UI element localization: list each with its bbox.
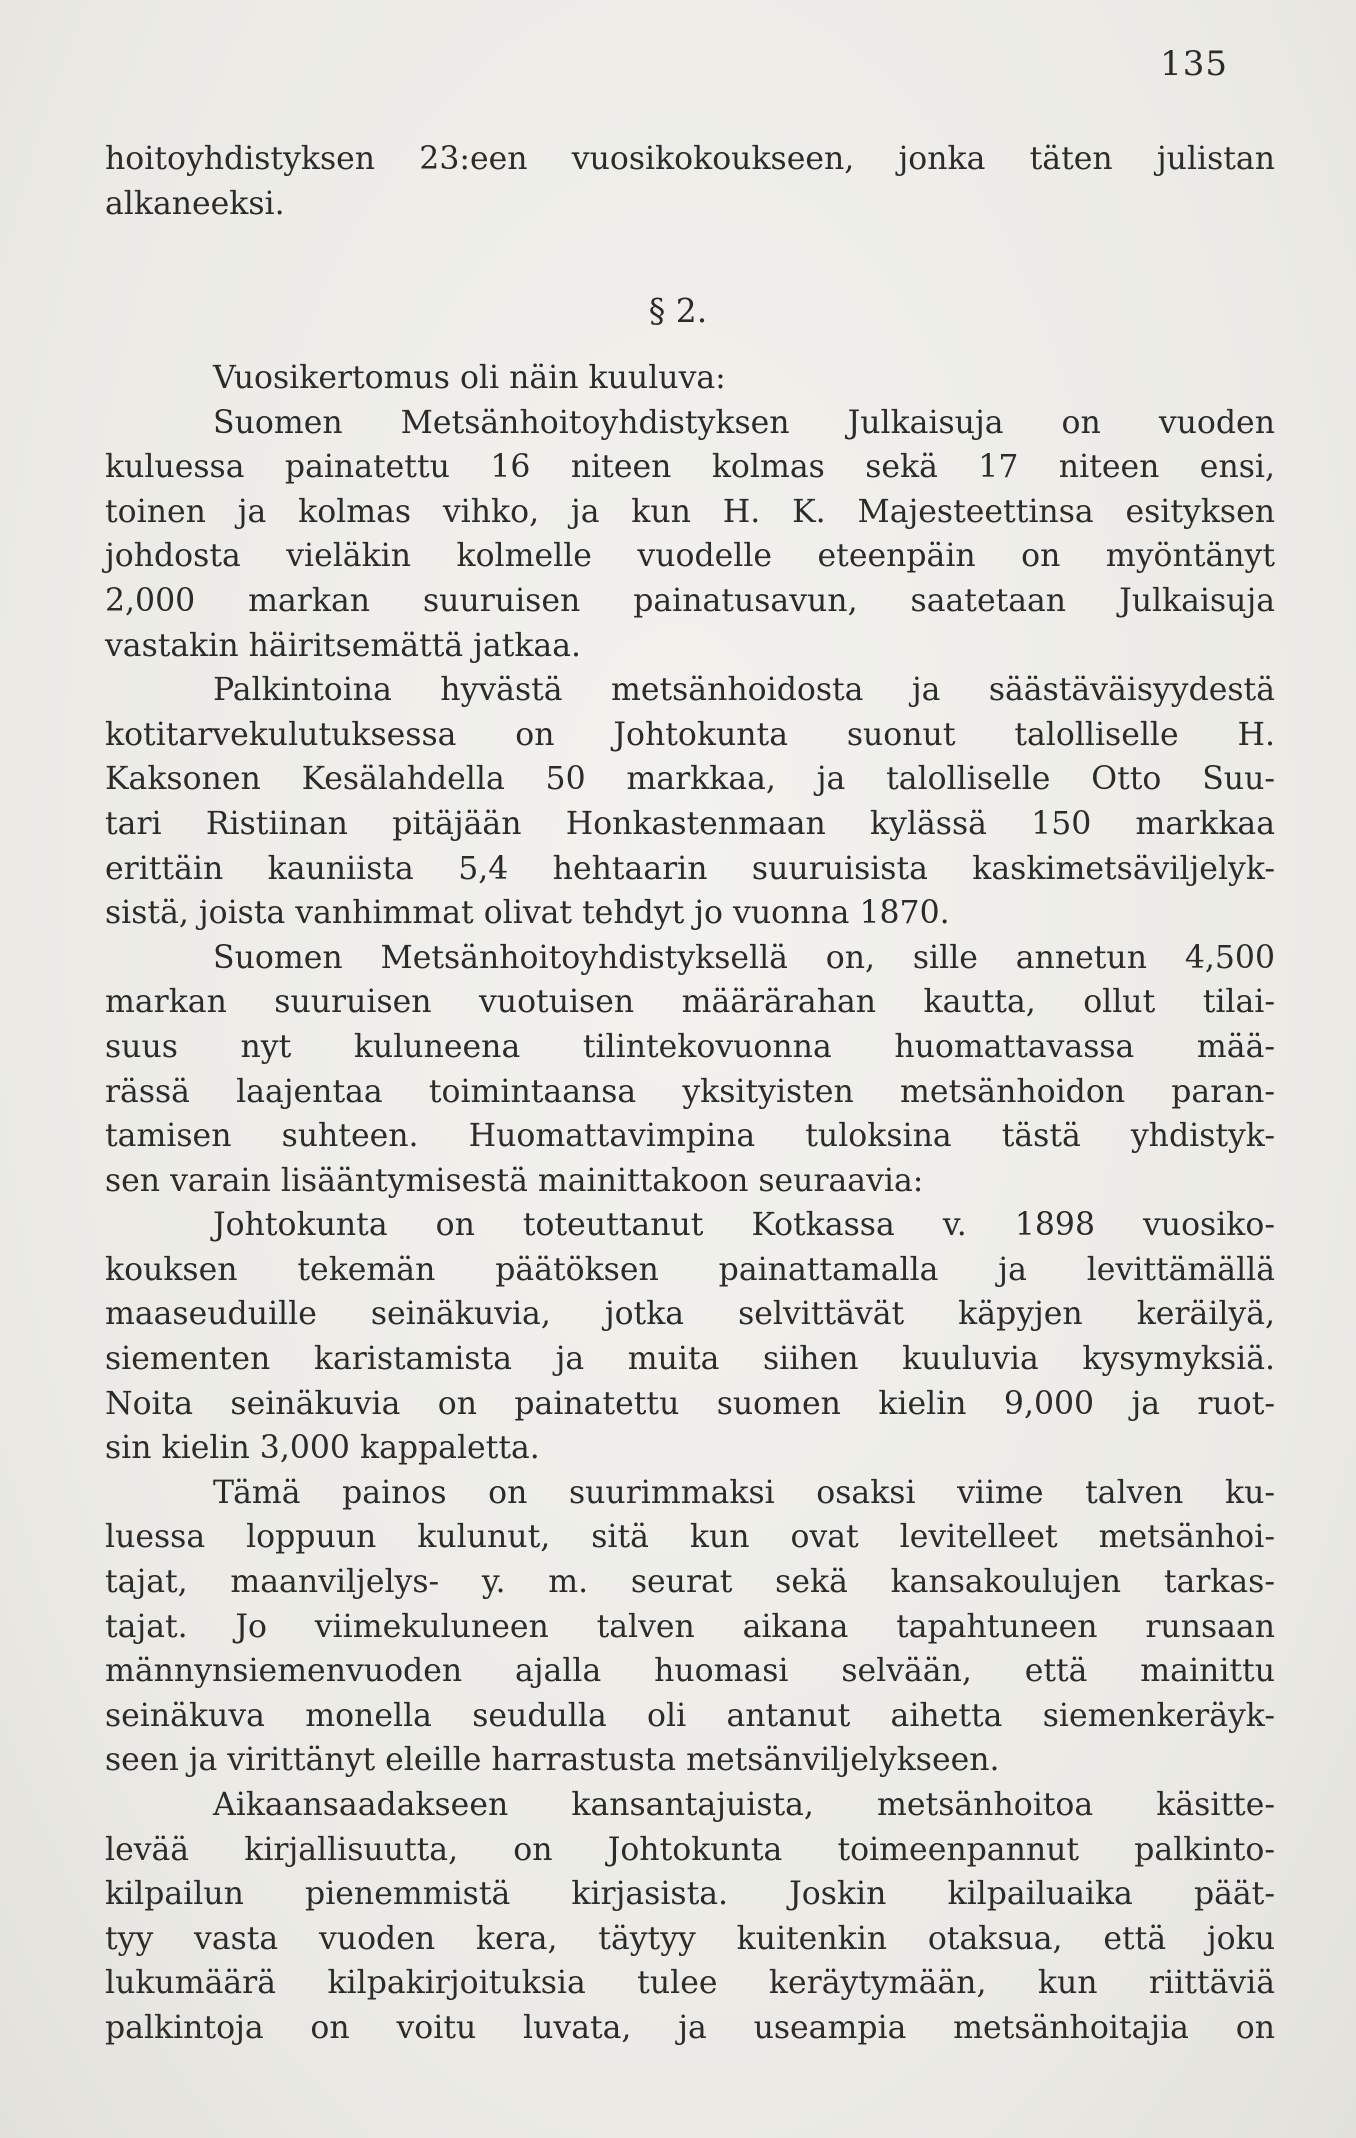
text-line: siementen karistamista ja muita siihen kuuluvia kysymyksiä.: [105, 1341, 1275, 1378]
text-line: suus nyt kuluneena tilintekovuonna huomattavassa mää-: [105, 1028, 1275, 1065]
text-line: Suomen Metsänhoitoyhdistyksen Julkaisuja on vuoden: [213, 404, 1275, 441]
text-line: tajat, maanviljelys- y. m. seurat sekä kansakoulujen tarkas-: [105, 1564, 1275, 1601]
text-line: seen ja virittänyt eleille harrastusta metsänviljelykseen.: [105, 1742, 1000, 1779]
paragraph-wall-pictures: [105, 1203, 1275, 1471]
text-line: tajat. Jo viimekuluneen talven aikana tapahtuneen runsaan: [105, 1608, 1275, 1645]
text-line: rässä laajentaa toimintaansa yksityisten metsänhoidon paran-: [105, 1073, 1275, 1110]
body-text: [105, 356, 1275, 2051]
text-line: tamisen suhteen. Huomattavimpina tuloksina tästä yhdistyk-: [105, 1118, 1275, 1155]
text-line: sen varain lisääntymisestä mainittakoon seuraavia:: [105, 1162, 924, 1199]
text-line: 2,000 markan suuruisen painatusavun, saatetaan Julkaisuja: [105, 582, 1275, 619]
text-line: sistä, joista vanhimmat olivat tehdyt jo vuonna 1870.: [105, 895, 950, 932]
text-line: maaseuduille seinäkuvia, jotka selvittävät käpyjen keräilyä,: [105, 1296, 1275, 1333]
text-line: Tämä painos on suurimmaksi osaksi viime talven ku-: [213, 1474, 1275, 1511]
text-line: seinäkuva monella seudulla oli antanut aihetta siemenkeräyk-: [105, 1697, 1275, 1734]
text-line: Johtokunta on toteuttanut Kotkassa v. 1898 vuosiko-: [213, 1207, 1275, 1244]
paragraph-prizes: [105, 668, 1275, 936]
text-line: Suomen Metsänhoitoyhdistyksellä on, sille annetun 4,500: [213, 939, 1275, 976]
text-line: vastakin häiritsemättä jatkaa.: [105, 627, 582, 664]
page-number: 135: [1160, 44, 1228, 84]
section-heading: § 2.: [648, 291, 708, 330]
text-line: männynsiemenvuoden ajalla huomasi selvään, että mainittu: [105, 1653, 1275, 1690]
text-line: kilpailun pienemmistä kirjasista. Joskin kilpailuaika päät-: [105, 1876, 1275, 1913]
text-line: johdosta vieläkin kolmelle vuodelle eteenpäin on myöntänyt: [105, 538, 1275, 575]
text-line: kouksen tekemän päätöksen painattamalla ja levittämällä: [105, 1251, 1275, 1288]
text-line: toinen ja kolmas vihko, ja kun H. K. Majesteettinsa esityksen: [105, 493, 1275, 530]
text-line: Aikaansaadakseen kansantajuista, metsänhoitoa käsitte-: [213, 1787, 1275, 1823]
paragraph-edition: [105, 1471, 1275, 1783]
paragraph-literature: [105, 1783, 1275, 2051]
text-line: tyy vasta vuoden kera, täytyy kuitenkin otaksua, että joku: [105, 1920, 1275, 1957]
text-line: lukumäärä kilpakirjoituksia tulee keräytymään, kun riittäviä: [105, 1965, 1275, 2002]
text-line: levää kirjallisuutta, on Johtokunta toimeenpannut palkinto-: [105, 1831, 1275, 1868]
paragraph-publications: [105, 401, 1275, 669]
paragraph-report-intro: [105, 356, 1275, 401]
text-line: luessa loppuun kulunut, sitä kun ovat levitelleet metsänhoi-: [105, 1519, 1275, 1556]
text-line: kuluessa painatettu 16 niteen kolmas sekä 17 niteen ensi,: [105, 449, 1275, 486]
text-line: palkintoja on voitu luvata, ja useampia metsänhoitajia on: [105, 2009, 1275, 2046]
text-line: Palkintoina hyvästä metsänhoidosta ja säästäväisyydestä: [213, 672, 1275, 709]
intro-text: [105, 137, 1275, 226]
paragraph-appropriation: [105, 936, 1275, 1204]
text-line: kotitarvekulutuksessa on Johtokunta suonut talolliselle H.: [105, 716, 1275, 753]
text-line: tari Ristiinan pitäjään Honkastenmaan kylässä 150 markkaa: [105, 805, 1275, 842]
text-line: alkaneeksi.: [105, 185, 285, 222]
text-line: erittäin kauniista 5,4 hehtaarin suuruisista kaskimetsäviljelyk-: [105, 850, 1275, 887]
text-line: Noita seinäkuvia on painatettu suomen kielin 9,000 ja ruot-: [105, 1385, 1275, 1422]
text-line: Kaksonen Kesälahdella 50 markkaa, ja talolliselle Otto Suu-: [105, 761, 1275, 798]
text-line: sin kielin 3,000 kappaletta.: [105, 1430, 540, 1467]
text-line: hoitoyhdistyksen 23:een vuosikokoukseen, jonka täten julistan: [105, 141, 1275, 177]
text-line: markan suuruisen vuotuisen määrärahan kautta, ollut tilai-: [105, 984, 1275, 1021]
text-line: Vuosikertomus oli näin kuuluva:: [213, 360, 726, 396]
